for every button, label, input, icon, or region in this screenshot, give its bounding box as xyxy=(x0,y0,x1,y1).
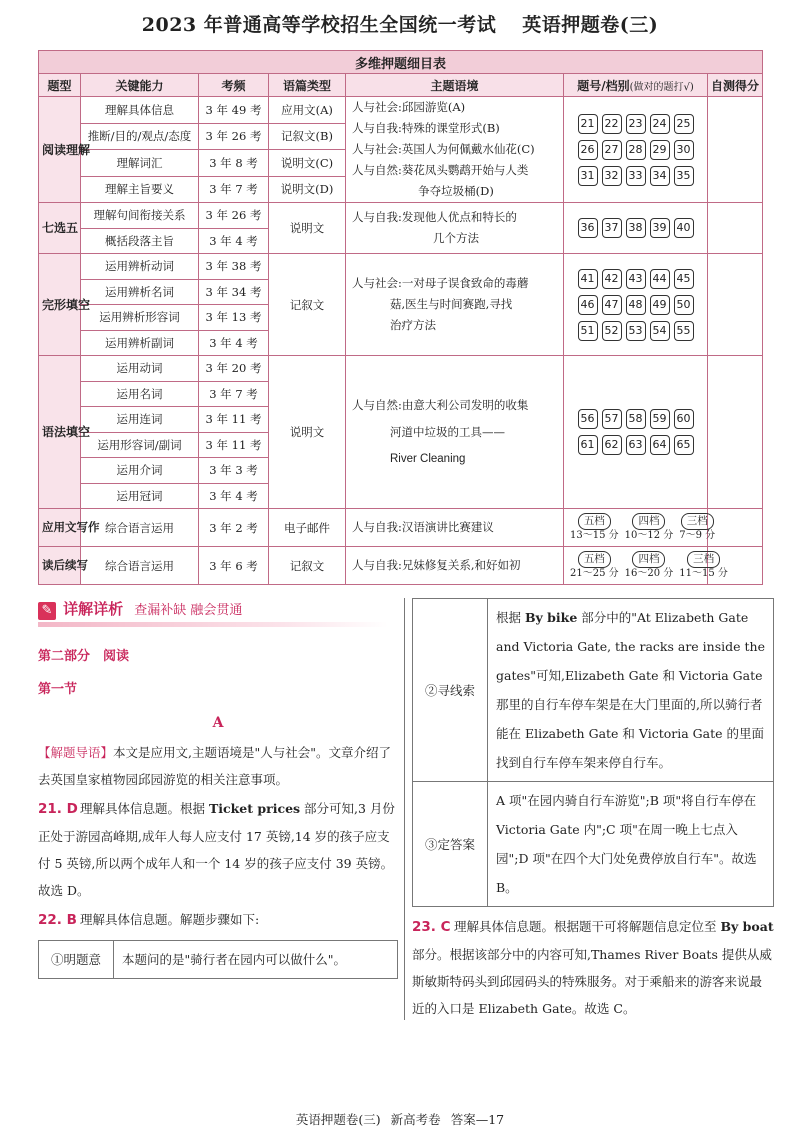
frequency: 3 年 7 考 xyxy=(199,381,269,407)
question-number[interactable]: 39 xyxy=(650,218,670,238)
question-number[interactable]: 22 xyxy=(602,114,622,134)
step-label: ①明题意 xyxy=(39,941,114,979)
steps-table-part1 xyxy=(38,940,398,979)
question-number[interactable]: 57 xyxy=(602,409,622,429)
col-header: 自测得分 xyxy=(708,74,763,97)
frequency: 3 年 3 考 xyxy=(199,458,269,484)
lead-tag: 【解题导语】 xyxy=(38,745,114,760)
analysis-left-column xyxy=(38,598,398,979)
text-type: 记叙文(B) xyxy=(269,123,346,150)
question-21: 21. D 理解具体信息题。根据 Ticket prices 部分可知,3 月份正处于游园高峰期,成年人每人应支付 17 英镑,14 岁的孩子应支付 5 英镑,所以两个成年人和一个 14 岁的孩子应支付 39 英镑。故选 D。 xyxy=(38,795,398,904)
frequency: 3 年 8 考 xyxy=(199,150,269,177)
frequency: 3 年 4 考 xyxy=(199,330,269,356)
ability: 运用动词 xyxy=(81,356,199,382)
question-number[interactable]: 43 xyxy=(626,269,646,289)
frequency: 3 年 38 考 xyxy=(199,254,269,280)
frequency: 3 年 4 考 xyxy=(199,483,269,509)
text-type: 电子邮件 xyxy=(269,509,346,547)
section-seven: 七选五 xyxy=(39,203,81,254)
level-badge[interactable]: 三档 xyxy=(681,513,714,530)
question-number[interactable]: 59 xyxy=(650,409,670,429)
frequency: 3 年 34 考 xyxy=(199,279,269,305)
section-reading: 阅读理解 xyxy=(39,97,81,203)
step-text: 根据 By bike 部分中的"At Elizabeth Gate and Victoria Gate, the racks are inside the gates"可知,Elizabeth Gate 和 Victoria Gate 那里的自行车停车架是在大门里面的,所以骑行者能在 Elizabeth Gate 和 Victoria Gate 的里面找到自行车停车架来停自行车。 xyxy=(488,599,774,782)
level-range: 21～25 分 xyxy=(570,568,619,579)
self-score-grammar[interactable] xyxy=(708,356,763,509)
ability: 运用名词 xyxy=(81,381,199,407)
question-number[interactable]: 45 xyxy=(674,269,694,289)
ability: 概括段落主旨 xyxy=(81,228,199,254)
question-23: 23. C 理解具体信息题。根据题干可将解题信息定位至 By boat 部分。根据该部分中的内容可知,Thames River Boats 提供从威斯敏斯特码头到邱园码头的特殊服务。对于乘船来的游客来说最近的入口是 Elizabeth Gate。故选 C。 xyxy=(412,913,774,1022)
section-continuation: 读后续写 xyxy=(39,547,81,585)
topic-seven: 人与自我:发现他人优点和特长的 几个方法 xyxy=(346,203,564,254)
question-number[interactable]: 50 xyxy=(674,295,694,315)
col-header-note: (做对的题打√) xyxy=(629,81,694,93)
question-number[interactable]: 64 xyxy=(650,435,670,455)
question-number[interactable]: 55 xyxy=(674,321,694,341)
question-number[interactable]: 29 xyxy=(650,140,670,160)
question-number[interactable]: 60 xyxy=(674,409,694,429)
question-number[interactable]: 58 xyxy=(626,409,646,429)
ability: 理解主旨要义 xyxy=(81,176,199,203)
topic-grammar: 人与自然:由意大利公司发明的收集 河道中垃圾的工具—— River Cleaning xyxy=(346,356,564,509)
question-number[interactable]: 54 xyxy=(650,321,670,341)
spec-table xyxy=(38,50,763,585)
page-footer xyxy=(0,1110,800,1128)
question-number[interactable]: 42 xyxy=(602,269,622,289)
level-badge[interactable]: 四档 xyxy=(632,513,665,530)
ability: 运用形容词/副词 xyxy=(81,432,199,458)
column-divider xyxy=(404,598,405,1020)
pencil-icon: ✎ xyxy=(38,602,56,620)
question-number[interactable]: 32 xyxy=(602,166,622,186)
frequency: 3 年 20 考 xyxy=(199,356,269,382)
level-badge[interactable]: 三档 xyxy=(687,551,720,568)
answer-21: 21. D xyxy=(38,801,78,817)
topic-cloze: 人与社会:一对母子误食致命的毒蘑 菇,医生与时间赛跑,寻找 治疗方法 xyxy=(346,254,564,356)
levels-writing xyxy=(564,509,716,547)
question-22: 22. B 理解具体信息题。解题步骤如下: xyxy=(38,906,398,934)
question-number[interactable]: 26 xyxy=(578,140,598,160)
question-number[interactable]: 65 xyxy=(674,435,694,455)
level-range: 10～12 分 xyxy=(624,530,674,541)
col-header: 题型 xyxy=(39,74,81,97)
exam-title: 2023 年普通高等学校招生全国统一考试 xyxy=(141,14,497,36)
question-number[interactable]: 25 xyxy=(674,114,694,134)
header-bar xyxy=(38,622,388,627)
table-title: 多维押题细目表 xyxy=(39,51,763,74)
self-score-reading[interactable] xyxy=(708,97,763,203)
topic-writing: 人与自我:汉语演讲比赛建议 xyxy=(346,509,564,547)
step-text: A 项"在园内骑自行车游览";B 项"将自行车停在 Victoria Gate 内";C 项"在周一晚上七点入园";D 项"在四个大门处免费停放自行车"。故选 B。 xyxy=(488,782,774,907)
frequency: 3 年 2 考 xyxy=(199,509,269,547)
question-number[interactable]: 63 xyxy=(626,435,646,455)
section-grammar: 语法填空 xyxy=(39,356,81,509)
col-header: 语篇类型 xyxy=(269,74,346,97)
question-number[interactable]: 62 xyxy=(602,435,622,455)
ability: 运用辨析副词 xyxy=(81,330,199,356)
question-number[interactable]: 24 xyxy=(650,114,670,134)
question-numbers-cloze xyxy=(564,254,708,356)
analysis-header xyxy=(38,598,398,620)
analysis-title: 详解详析 xyxy=(63,600,124,618)
frequency: 3 年 49 考 xyxy=(199,97,269,124)
question-number[interactable]: 30 xyxy=(674,140,694,160)
question-number[interactable]: 27 xyxy=(602,140,622,160)
lead-text: 本文是应用文,主题语境是"人与社会"。文章介绍了去英国皇家植物园邱园游览的相关注意事项。 xyxy=(38,745,391,787)
lead-paragraph xyxy=(38,739,398,793)
question-number[interactable]: 34 xyxy=(650,166,670,186)
ability: 运用辨析动词 xyxy=(81,254,199,280)
text-type: 说明文 xyxy=(269,203,346,254)
col-header: 考频 xyxy=(199,74,269,97)
section-writing: 应用文写作 xyxy=(39,509,81,547)
frequency: 3 年 7 考 xyxy=(199,176,269,203)
level-range: 11～15 分 xyxy=(679,568,728,579)
page-header xyxy=(0,10,800,37)
frequency: 3 年 13 考 xyxy=(199,305,269,331)
step-label: ②寻线索 xyxy=(413,599,488,782)
levels-continuation xyxy=(564,547,728,585)
ability: 理解句间衔接关系 xyxy=(81,203,199,229)
ability: 运用连词 xyxy=(81,407,199,433)
text-type: 说明文(D) xyxy=(269,176,346,203)
text-type: 应用文(A) xyxy=(269,97,346,124)
frequency: 3 年 11 考 xyxy=(199,407,269,433)
question-numbers-grammar xyxy=(564,356,708,509)
topic-continuation: 人与自我:兄妹修复关系,和好如初 xyxy=(346,547,564,585)
col-header: 关键能力 xyxy=(81,74,199,97)
question-number[interactable]: 35 xyxy=(674,166,694,186)
question-number[interactable]: 53 xyxy=(626,321,646,341)
ability: 综合语言运用 xyxy=(81,547,199,585)
part-heading: 第二部分 阅读 xyxy=(38,649,130,664)
ability: 运用冠词 xyxy=(81,483,199,509)
question-number[interactable]: 40 xyxy=(674,218,694,238)
text-type: 记叙文 xyxy=(269,547,346,585)
question-number[interactable]: 33 xyxy=(626,166,646,186)
question-number[interactable]: 46 xyxy=(578,295,598,315)
ability: 运用辨析名词 xyxy=(81,279,199,305)
self-score-cloze[interactable] xyxy=(708,254,763,356)
level-range: 7～9 分 xyxy=(679,530,716,541)
question-numbers-seven xyxy=(564,203,708,254)
paper-title: 英语押题卷(三) xyxy=(522,14,659,36)
passage-label: A xyxy=(212,715,224,731)
level-badge[interactable]: 五档 xyxy=(578,513,611,530)
question-number[interactable]: 49 xyxy=(650,295,670,315)
level-badge[interactable]: 五档 xyxy=(578,551,611,568)
question-number[interactable]: 38 xyxy=(626,218,646,238)
question-number[interactable]: 52 xyxy=(602,321,622,341)
step-label: ③定答案 xyxy=(413,782,488,907)
section-cloze: 完形填空 xyxy=(39,254,81,356)
level-badge[interactable]: 四档 xyxy=(632,551,665,568)
question-number[interactable]: 61 xyxy=(578,435,598,455)
analysis-subtitle: 查漏补缺 融会贯通 xyxy=(134,603,243,618)
frequency: 3 年 6 考 xyxy=(199,547,269,585)
answer-22: 22. B xyxy=(38,912,77,928)
frequency: 3 年 26 考 xyxy=(199,203,269,229)
frequency: 3 年 4 考 xyxy=(199,228,269,254)
ability: 理解具体信息 xyxy=(81,97,199,124)
topic-reading: 人与社会:邱园游览(A) 人与自我:特殊的课堂形式(B) 人与社会:英国人为何佩戴水仙花(C) 人与自然:葵花凤头鹦鹉开始与人类 争夺垃圾桶(D) xyxy=(346,97,564,203)
question-number[interactable]: 47 xyxy=(602,295,622,315)
question-number[interactable]: 37 xyxy=(602,218,622,238)
frequency: 3 年 11 考 xyxy=(199,432,269,458)
question-number[interactable]: 56 xyxy=(578,409,598,429)
ability: 理解词汇 xyxy=(81,150,199,177)
col-header: 主题语境 xyxy=(346,74,564,97)
col-header-num: 题号/档别 xyxy=(577,78,630,93)
footer-series: 新高考卷 xyxy=(390,1112,441,1127)
section-heading: 第一节 xyxy=(38,682,78,697)
ability: 运用辨析形容词 xyxy=(81,305,199,331)
self-score-writing[interactable] xyxy=(708,509,763,547)
analysis-right-column xyxy=(412,598,774,1022)
level-range: 16～20 分 xyxy=(624,568,674,579)
ability: 运用介词 xyxy=(81,458,199,484)
question-number[interactable]: 23 xyxy=(626,114,646,134)
page-number: 答案—17 xyxy=(450,1112,505,1127)
text-type: 记叙文 xyxy=(269,254,346,356)
question-number[interactable]: 48 xyxy=(626,295,646,315)
ability: 推断/目的/观点/态度 xyxy=(81,123,199,150)
self-score-seven[interactable] xyxy=(708,203,763,254)
ability: 综合语言运用 xyxy=(81,509,199,547)
question-number[interactable]: 28 xyxy=(626,140,646,160)
question-number[interactable]: 41 xyxy=(578,269,598,289)
question-number[interactable]: 31 xyxy=(578,166,598,186)
text-type: 说明文 xyxy=(269,356,346,509)
question-number[interactable]: 36 xyxy=(578,218,598,238)
text-type: 说明文(C) xyxy=(269,150,346,177)
answer-23: 23. C xyxy=(412,919,451,935)
step-text: 本题问的是"骑行者在园内可以做什么"。 xyxy=(114,941,398,979)
level-range: 13～15 分 xyxy=(570,530,619,541)
frequency: 3 年 26 考 xyxy=(199,123,269,150)
question-number[interactable]: 51 xyxy=(578,321,598,341)
footer-book: 英语押题卷(三) xyxy=(295,1112,381,1127)
question-number[interactable]: 21 xyxy=(578,114,598,134)
question-number[interactable]: 44 xyxy=(650,269,670,289)
steps-table-part2 xyxy=(412,598,774,907)
col-header xyxy=(564,74,708,97)
question-numbers-reading xyxy=(564,97,708,203)
